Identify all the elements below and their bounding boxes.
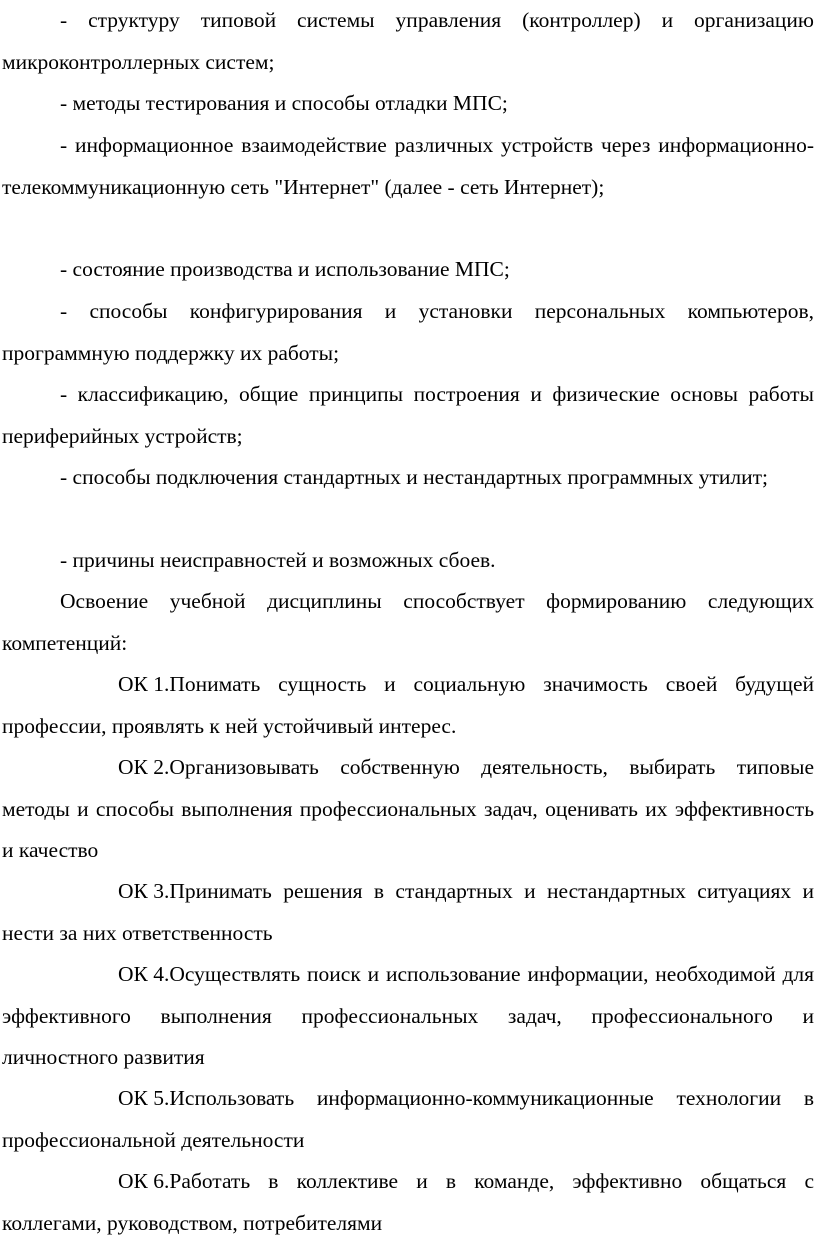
list-item: - причины неисправностей и возможных сбоев. bbox=[60, 548, 496, 572]
competency-item bbox=[2, 747, 814, 872]
competency-item bbox=[2, 1161, 814, 1244]
competency-code: ОК 5. bbox=[118, 1086, 170, 1110]
competency-code: ОК 1. bbox=[118, 672, 170, 696]
list-item: - состояние производства и использование МПС; bbox=[60, 257, 510, 281]
competency-item bbox=[2, 954, 814, 1079]
list-item: - способы подключения стандартных и нестандартных программных утилит; bbox=[60, 465, 769, 489]
list-item: - информационное взаимодействие различных устройств через информационно-телекоммуникационную сеть "Интернет" (далее - сеть Интернет); bbox=[2, 133, 814, 199]
list-item: - способы конфигурирования и установки персональных компьютеров, программную поддержку их работы; bbox=[2, 299, 814, 365]
list-item: - методы тестирования и способы отладки МПС; bbox=[60, 91, 508, 115]
competency-text: Понимать сущность и социальную значимость своей будущей профессии, проявлять к ней устойчивый интерес. bbox=[2, 672, 814, 738]
list-item: - структуру типовой системы управления (контроллер) и организацию микроконтроллерных систем; bbox=[2, 8, 814, 74]
competency-item bbox=[2, 871, 814, 954]
list-item: - классификацию, общие принципы построения и физические основы работы периферийных устройств; bbox=[2, 382, 814, 448]
competency-code: ОК 3. bbox=[118, 879, 170, 903]
competency-text: Использовать информационно-коммуникационные технологии в профессиональной деятельности bbox=[2, 1086, 814, 1152]
competency-item bbox=[2, 1078, 814, 1161]
competency-text: Осуществлять поиск и использование информации, необходимой для эффективного выполнения профессиональных задач, профессионального и личностного развития bbox=[2, 962, 814, 1069]
competency-code: ОК 2. bbox=[118, 755, 170, 779]
competency-item bbox=[2, 664, 814, 747]
competency-text: Принимать решения в стандартных и нестандартных ситуациях и нести за них ответственность bbox=[2, 879, 814, 945]
competency-code: ОК 4. bbox=[118, 962, 170, 986]
competency-code: ОК 6. bbox=[118, 1169, 170, 1193]
competency-text: Работать в коллективе и в команде, эффективно общаться с коллегами, руководством, потребителями bbox=[2, 1169, 814, 1235]
intro-paragraph: Освоение учебной дисциплины способствует формированию следующих компетенций: bbox=[2, 589, 814, 655]
competency-text: Организовывать собственную деятельность, выбирать типовые методы и способы выполнения профессиональных задач, оценивать их эффективность и качество bbox=[2, 755, 814, 862]
